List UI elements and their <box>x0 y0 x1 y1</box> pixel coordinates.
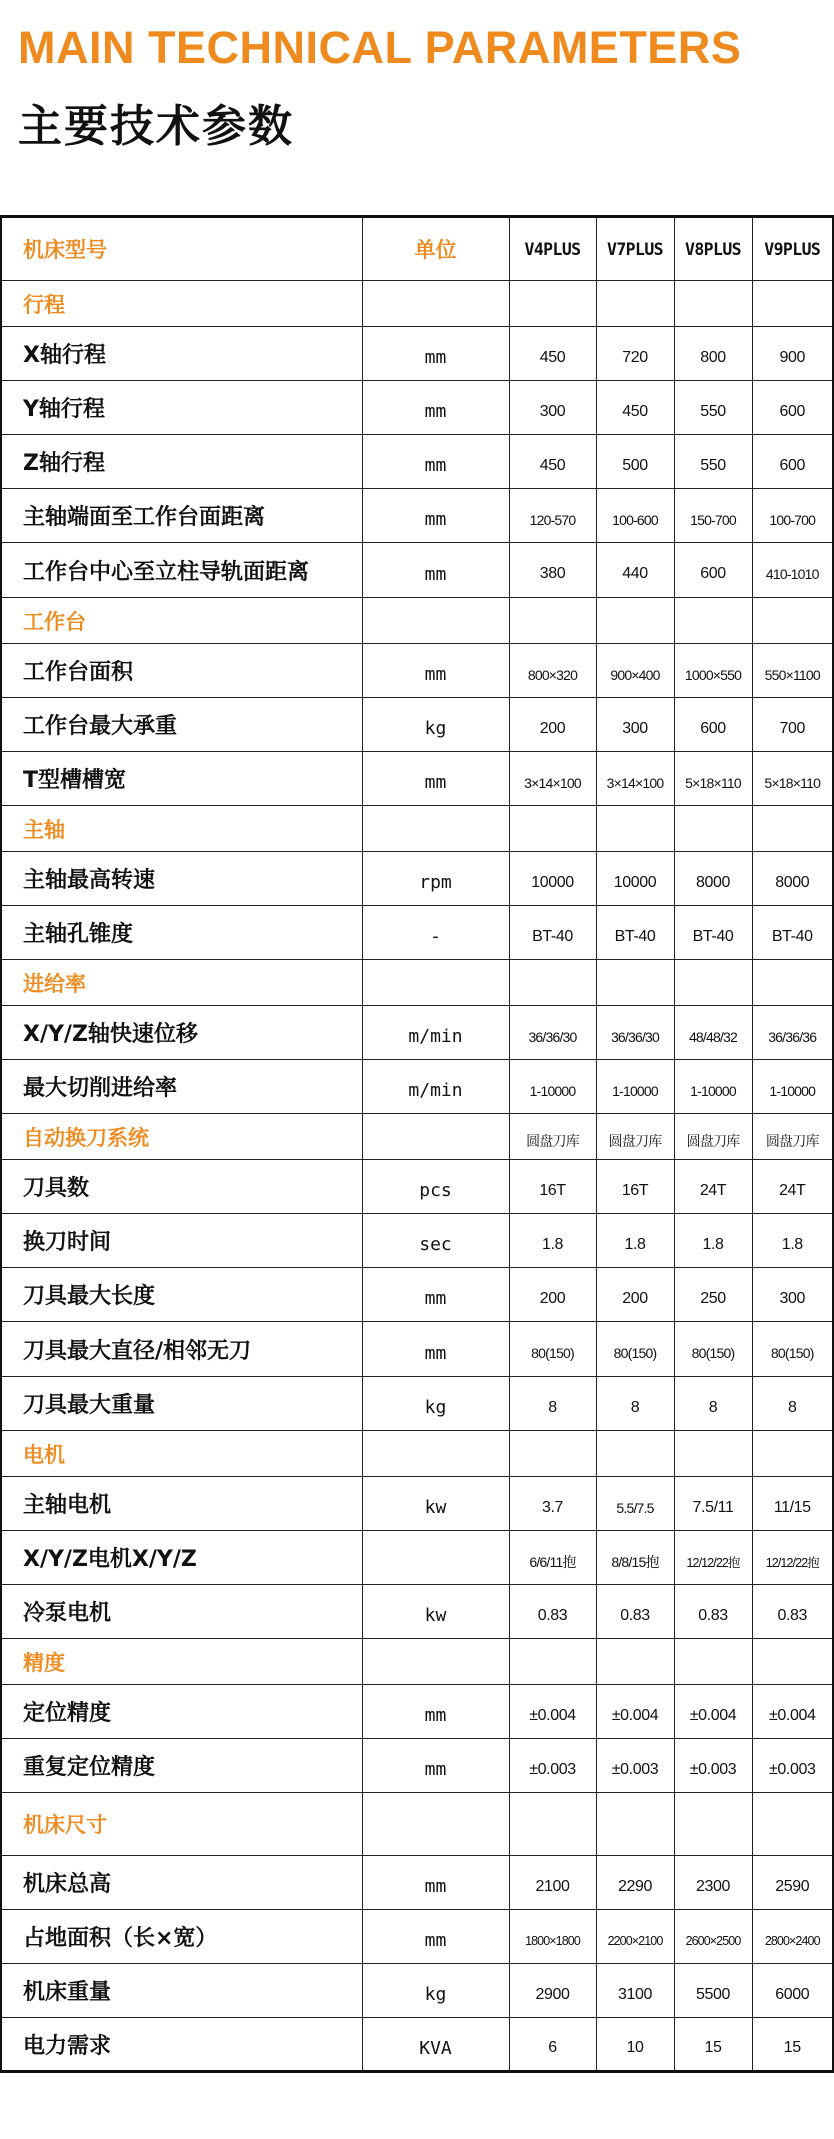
param-unit <box>362 1431 509 1477</box>
param-label: 刀具数 <box>1 1160 362 1214</box>
header-unit: 单位 <box>362 217 509 281</box>
param-value: 0.83 <box>674 1585 752 1639</box>
param-value: 15 <box>674 2018 752 2072</box>
param-value: 3×14×100 <box>509 752 596 806</box>
param-value <box>596 1793 674 1856</box>
param-unit: mm <box>362 1739 509 1793</box>
param-value: 80(150) <box>752 1322 833 1377</box>
section-row <box>1 960 833 1006</box>
section-label: 工作台 <box>1 598 362 644</box>
param-value <box>752 806 833 852</box>
param-value: 12/12/22抱 <box>752 1531 833 1585</box>
section-label: 行程 <box>1 281 362 327</box>
param-value <box>509 281 596 327</box>
param-label: 主轴电机 <box>1 1477 362 1531</box>
parameters-table-body <box>1 217 833 2072</box>
table-row <box>1 1006 833 1060</box>
param-value: 900 <box>752 327 833 381</box>
param-value <box>509 1431 596 1477</box>
param-label: X/Y/Z电机X/Y/Z <box>1 1531 362 1585</box>
param-value <box>509 960 596 1006</box>
param-label: 换刀时间 <box>1 1214 362 1268</box>
param-value: 11/15 <box>752 1477 833 1531</box>
param-value: 600 <box>674 543 752 598</box>
param-label: 刀具最大直径/相邻无刀 <box>1 1322 362 1377</box>
section-row <box>1 1639 833 1685</box>
param-value <box>509 598 596 644</box>
param-value: 15 <box>752 2018 833 2072</box>
param-unit: kg <box>362 1964 509 2018</box>
param-value <box>509 1639 596 1685</box>
param-value: 100-600 <box>596 489 674 543</box>
param-value: BT-40 <box>752 906 833 960</box>
param-value: 450 <box>596 381 674 435</box>
table-header-row <box>1 217 833 281</box>
param-value: ±0.003 <box>752 1739 833 1793</box>
param-value: 500 <box>596 435 674 489</box>
param-unit: mm <box>362 1910 509 1964</box>
param-value: 1-10000 <box>596 1060 674 1114</box>
page-title-english: MAIN TECHNICAL PARAMETERS <box>18 22 742 73</box>
param-value: 5.5/7.5 <box>596 1477 674 1531</box>
param-value: ±0.004 <box>509 1685 596 1739</box>
param-value: 5×18×110 <box>674 752 752 806</box>
section-row <box>1 1793 833 1856</box>
param-value: 80(150) <box>509 1322 596 1377</box>
section-row <box>1 806 833 852</box>
param-value: 250 <box>674 1268 752 1322</box>
param-value: 5×18×110 <box>752 752 833 806</box>
section-label: 精度 <box>1 1639 362 1685</box>
param-value: 0.83 <box>752 1585 833 1639</box>
param-label: Z轴行程 <box>1 435 362 489</box>
param-value: 0.83 <box>596 1585 674 1639</box>
param-unit <box>362 1793 509 1856</box>
param-label: 重复定位精度 <box>1 1739 362 1793</box>
param-unit <box>362 1531 509 1585</box>
section-row <box>1 1114 833 1160</box>
param-unit <box>362 281 509 327</box>
section-label: 电机 <box>1 1431 362 1477</box>
param-value <box>509 1793 596 1856</box>
param-value: 200 <box>596 1268 674 1322</box>
param-value <box>596 281 674 327</box>
table-row <box>1 644 833 698</box>
table-row <box>1 327 833 381</box>
param-value: 600 <box>752 381 833 435</box>
section-row <box>1 1431 833 1477</box>
param-unit: mm <box>362 543 509 598</box>
param-value: 380 <box>509 543 596 598</box>
param-label: 机床总高 <box>1 1856 362 1910</box>
param-value <box>596 598 674 644</box>
table-row <box>1 1856 833 1910</box>
param-value: 120-570 <box>509 489 596 543</box>
param-label: 刀具最大重量 <box>1 1377 362 1431</box>
param-value <box>674 1431 752 1477</box>
param-value: 410-1010 <box>752 543 833 598</box>
param-value: 300 <box>509 381 596 435</box>
param-unit: sec <box>362 1214 509 1268</box>
param-value: 200 <box>509 1268 596 1322</box>
param-value: 8/8/15抱 <box>596 1531 674 1585</box>
param-value: ±0.003 <box>596 1739 674 1793</box>
param-value: 8 <box>674 1377 752 1431</box>
table-row <box>1 1685 833 1739</box>
table-row <box>1 1160 833 1214</box>
param-value: 12/12/22抱 <box>674 1531 752 1585</box>
param-value: 2900 <box>509 1964 596 2018</box>
param-value: 450 <box>509 327 596 381</box>
param-value: 36/36/30 <box>596 1006 674 1060</box>
param-unit <box>362 1114 509 1160</box>
param-label: 主轴端面至工作台面距离 <box>1 489 362 543</box>
parameters-table <box>0 215 834 2073</box>
param-unit <box>362 806 509 852</box>
param-label: 主轴孔锥度 <box>1 906 362 960</box>
param-value: 16T <box>596 1160 674 1214</box>
header-model: V9PLUS <box>752 217 833 281</box>
table-row <box>1 1214 833 1268</box>
param-label: 电力需求 <box>1 2018 362 2072</box>
param-value: 圆盘刀库 <box>596 1114 674 1160</box>
param-value <box>674 1639 752 1685</box>
table-row <box>1 543 833 598</box>
param-value: 36/36/36 <box>752 1006 833 1060</box>
param-value: ±0.004 <box>674 1685 752 1739</box>
param-value <box>752 1431 833 1477</box>
param-value: BT-40 <box>509 906 596 960</box>
param-value: 100-700 <box>752 489 833 543</box>
param-value: 8 <box>596 1377 674 1431</box>
table-row <box>1 906 833 960</box>
page-title-chinese: 主要技术参数 <box>18 101 294 152</box>
section-row <box>1 281 833 327</box>
param-label: T型槽槽宽 <box>1 752 362 806</box>
param-unit: kw <box>362 1585 509 1639</box>
param-value: ±0.004 <box>752 1685 833 1739</box>
param-label: Y轴行程 <box>1 381 362 435</box>
table-row <box>1 1585 833 1639</box>
param-value: 8 <box>509 1377 596 1431</box>
param-label: X/Y/Z轴快速位移 <box>1 1006 362 1060</box>
param-value: 440 <box>596 543 674 598</box>
param-value <box>596 1431 674 1477</box>
param-value: 550 <box>674 435 752 489</box>
param-value: ±0.003 <box>674 1739 752 1793</box>
param-value <box>596 806 674 852</box>
param-value: 700 <box>752 698 833 752</box>
param-value: 80(150) <box>674 1322 752 1377</box>
param-value: 1800×1800 <box>509 1910 596 1964</box>
param-unit: m/min <box>362 1006 509 1060</box>
param-value: 450 <box>509 435 596 489</box>
param-value: 80(150) <box>596 1322 674 1377</box>
param-unit <box>362 1639 509 1685</box>
param-label: 工作台面积 <box>1 644 362 698</box>
param-unit: mm <box>362 435 509 489</box>
param-unit: mm <box>362 1856 509 1910</box>
param-unit: kw <box>362 1477 509 1531</box>
param-value: 10000 <box>509 852 596 906</box>
param-value: 3100 <box>596 1964 674 2018</box>
param-unit: mm <box>362 381 509 435</box>
table-row <box>1 1377 833 1431</box>
param-value: 3.7 <box>509 1477 596 1531</box>
table-row <box>1 1322 833 1377</box>
param-value: BT-40 <box>674 906 752 960</box>
param-value: 2100 <box>509 1856 596 1910</box>
param-value <box>752 281 833 327</box>
param-value: 150-700 <box>674 489 752 543</box>
param-value: 7.5/11 <box>674 1477 752 1531</box>
table-row <box>1 1060 833 1114</box>
param-unit: kg <box>362 698 509 752</box>
param-label: 工作台中心至立柱导轨面距离 <box>1 543 362 598</box>
section-label: 机床尺寸 <box>1 1793 362 1856</box>
param-value: 2300 <box>674 1856 752 1910</box>
table-row <box>1 1477 833 1531</box>
param-value: 24T <box>674 1160 752 1214</box>
param-value: 1.8 <box>752 1214 833 1268</box>
param-value <box>509 806 596 852</box>
param-value <box>752 960 833 1006</box>
param-value: ±0.003 <box>509 1739 596 1793</box>
param-value: 1.8 <box>674 1214 752 1268</box>
param-value: 10000 <box>596 852 674 906</box>
param-value: 800 <box>674 327 752 381</box>
param-value: 48/48/32 <box>674 1006 752 1060</box>
param-value: 24T <box>752 1160 833 1214</box>
param-value: 1.8 <box>509 1214 596 1268</box>
param-value <box>674 281 752 327</box>
param-label: 冷泵电机 <box>1 1585 362 1639</box>
table-row <box>1 752 833 806</box>
table-row <box>1 698 833 752</box>
param-label: 定位精度 <box>1 1685 362 1739</box>
param-value: 2600×2500 <box>674 1910 752 1964</box>
param-value <box>752 598 833 644</box>
param-value <box>674 598 752 644</box>
section-label: 主轴 <box>1 806 362 852</box>
param-value: 0.83 <box>509 1585 596 1639</box>
param-value: 36/36/30 <box>509 1006 596 1060</box>
param-value <box>674 806 752 852</box>
param-unit <box>362 598 509 644</box>
param-value: 1-10000 <box>752 1060 833 1114</box>
param-value <box>752 1793 833 1856</box>
param-value: 900×400 <box>596 644 674 698</box>
param-unit: mm <box>362 1268 509 1322</box>
header-model: V8PLUS <box>674 217 752 281</box>
param-value: 720 <box>596 327 674 381</box>
table-row <box>1 489 833 543</box>
param-value: 1000×550 <box>674 644 752 698</box>
table-row <box>1 2018 833 2072</box>
header-label: 机床型号 <box>1 217 362 281</box>
table-row <box>1 1964 833 2018</box>
param-unit: m/min <box>362 1060 509 1114</box>
table-row <box>1 381 833 435</box>
param-value: 550 <box>674 381 752 435</box>
param-value <box>674 1793 752 1856</box>
param-value: 圆盘刀库 <box>752 1114 833 1160</box>
param-value: 300 <box>752 1268 833 1322</box>
param-value: 1.8 <box>596 1214 674 1268</box>
param-unit: KVA <box>362 2018 509 2072</box>
param-value: BT-40 <box>596 906 674 960</box>
param-value: 600 <box>752 435 833 489</box>
param-value: 6000 <box>752 1964 833 2018</box>
table-row <box>1 1268 833 1322</box>
param-label: 主轴最高转速 <box>1 852 362 906</box>
param-value: 6 <box>509 2018 596 2072</box>
param-value <box>674 960 752 1006</box>
param-value: 8000 <box>674 852 752 906</box>
param-value: 16T <box>509 1160 596 1214</box>
table-row <box>1 435 833 489</box>
param-value: 2200×2100 <box>596 1910 674 1964</box>
param-unit: mm <box>362 1685 509 1739</box>
param-value: 600 <box>674 698 752 752</box>
param-value: 8 <box>752 1377 833 1431</box>
section-row <box>1 598 833 644</box>
param-value <box>752 1639 833 1685</box>
param-unit: - <box>362 906 509 960</box>
param-value: 10 <box>596 2018 674 2072</box>
param-value <box>596 960 674 1006</box>
param-unit: mm <box>362 752 509 806</box>
param-value: 1-10000 <box>674 1060 752 1114</box>
param-value: ±0.004 <box>596 1685 674 1739</box>
header-model: V7PLUS <box>596 217 674 281</box>
param-label: 工作台最大承重 <box>1 698 362 752</box>
param-unit: mm <box>362 1322 509 1377</box>
param-unit: mm <box>362 644 509 698</box>
param-label: 刀具最大长度 <box>1 1268 362 1322</box>
param-unit: pcs <box>362 1160 509 1214</box>
param-value: 550×1100 <box>752 644 833 698</box>
param-value: 5500 <box>674 1964 752 2018</box>
param-value <box>596 1639 674 1685</box>
param-value: 8000 <box>752 852 833 906</box>
param-unit: mm <box>362 327 509 381</box>
param-unit: mm <box>362 489 509 543</box>
param-value: 圆盘刀库 <box>509 1114 596 1160</box>
param-label: 机床重量 <box>1 1964 362 2018</box>
header-model: V4PLUS <box>509 217 596 281</box>
param-unit: kg <box>362 1377 509 1431</box>
section-label: 进给率 <box>1 960 362 1006</box>
table-row <box>1 1739 833 1793</box>
section-label: 自动换刀系统 <box>1 1114 362 1160</box>
table-row <box>1 1531 833 1585</box>
param-value: 2590 <box>752 1856 833 1910</box>
param-label: 占地面积（长×宽） <box>1 1910 362 1964</box>
param-value: 2290 <box>596 1856 674 1910</box>
param-unit: rpm <box>362 852 509 906</box>
param-label: X轴行程 <box>1 327 362 381</box>
table-row <box>1 1910 833 1964</box>
param-unit <box>362 960 509 1006</box>
param-value: 800×320 <box>509 644 596 698</box>
param-value: 2800×2400 <box>752 1910 833 1964</box>
param-value: 300 <box>596 698 674 752</box>
param-value: 1-10000 <box>509 1060 596 1114</box>
param-value: 200 <box>509 698 596 752</box>
param-value: 3×14×100 <box>596 752 674 806</box>
param-label: 最大切削进给率 <box>1 1060 362 1114</box>
param-value: 圆盘刀库 <box>674 1114 752 1160</box>
param-value: 6/6/11抱 <box>509 1531 596 1585</box>
table-row <box>1 852 833 906</box>
